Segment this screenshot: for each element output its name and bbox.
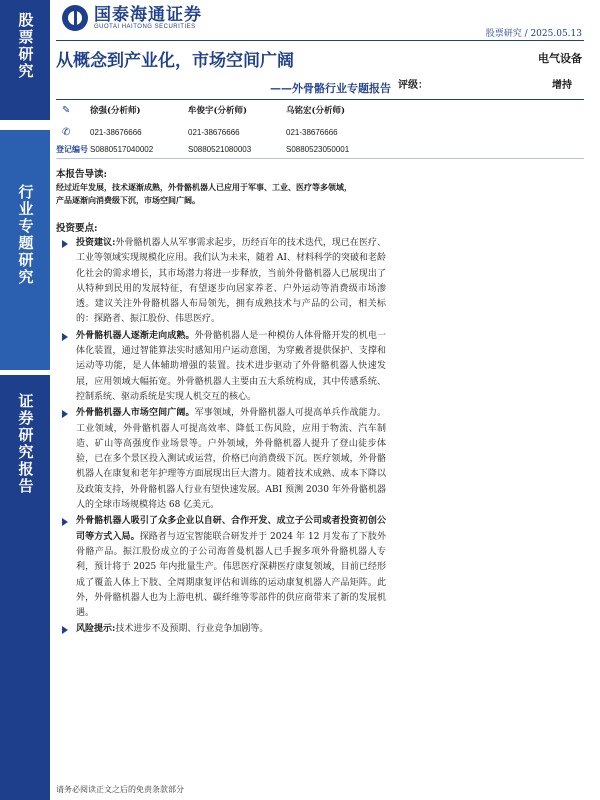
analyst-code: S0880523050001 [286, 145, 350, 154]
analyst-code: S0880517040002 [90, 145, 154, 154]
analyst-column [188, 104, 251, 156]
bullet-triangle-icon [62, 518, 68, 526]
rating-value: 增持 [552, 80, 572, 91]
analyst-column [286, 104, 349, 156]
analyst-code: S0880521080003 [188, 145, 252, 154]
phone-icon: ✆ [62, 127, 71, 138]
list-item [62, 406, 386, 513]
logo-name-cn: 国泰海通证券 [94, 5, 202, 25]
list-item [62, 329, 386, 405]
analyst-table [56, 104, 582, 156]
logo-name-en: GUOTAI HAITONG SECURITIES [94, 24, 196, 30]
disclaimer-footer: 请务必阅读正文之后的免责条款部分 [56, 785, 184, 794]
bullet-triangle-icon [62, 240, 68, 248]
point-text: 外骨骼机器人是一种模仿人体骨骼开发的机电一体化装置，通过智能算法实时感知用户运动意图，为穿戴者提供保护、支撑和运动等功能，是人体辅助增强的装置。技术进步驱动了外骨骼机器人快速发展，应用领域大幅拓宽。外骨骼机器人主要由五大系统构成，其中传感系统、控制系统、驱动系统是实现人机交互的核心。 [76, 330, 386, 402]
rating-label: 评级： [398, 80, 428, 91]
point-lead: 外骨骼机器人吸引了众多企业以自研、合作开发、成立子公司或者投资初创公司等方式入局。 [76, 516, 386, 542]
registration-label: 登记编号 [56, 144, 88, 154]
points-heading: 投资要点: [56, 223, 98, 234]
report-date-meta: 股票研究 / 2025.05.13 [485, 29, 582, 39]
sidebar [0, 0, 50, 800]
point-lead: 外骨骼机器人逐渐走向成熟。 [76, 330, 195, 341]
sidebar-industry-research: 行业专题研究 [0, 130, 50, 370]
point-text: 技术进步不及预期、行业竞争加剧等。 [115, 624, 269, 635]
sidebar-stock-research: 股票研究 [0, 0, 50, 120]
point-text: 探路者与迈宝智能联合研发并于 2024 年 12 月发布了下肢外骨骼产品。振江股份成立的子公司海普曼机器人已手握多项外骨骼机器人专利，预计将于 2025 年内批量生产。伟思医疗深耕医疗康复领域，目前已经形成了覆盖人体上下肢、全周期康复评估和训练的运动康复机器人产品矩阵。此外，外骨骼机器人也为上游电机、碳纤维等零部件的供应商带来了新的发展机遇。 [76, 531, 386, 619]
report-title: 从概念到产业化，市场空间广阔 [56, 51, 294, 71]
guide-heading: 本报告导读: [56, 169, 108, 180]
list-item [62, 514, 386, 621]
guide-body: 经过近年发展，技术逐渐成熟，外骨骼机器人已应用于军事、工业、医疗等多领域，产品逐渐向消费级下沉，市场空间广阔。 [56, 182, 352, 205]
report-subtitle: ——外骨骼行业专题报告 [270, 82, 391, 95]
analyst-divider [56, 158, 584, 159]
list-item [62, 236, 386, 328]
logo-mark-icon [62, 5, 88, 31]
sidebar-securities-report: 证券研究报告 [0, 375, 50, 800]
analyst-column [90, 104, 153, 156]
point-text: 军事领域，外骨骼机器人可提高单兵作战能力。工业领域，外骨骼机器人可提高效率、降低工伤风险，应用于物流、汽车制造、矿山等高强度作业场景等。户外领域，外骨骼机器人提升了登山徒步体验，已在多个景区投入测试或运营，价格已向消费级下沉。医疗领域，外骨骼机器人在康复和老年护理等方面展现出巨大潜力。随着技术成熟、成本下降以及政策支持，外骨骼机器人行业有望快速发展。ABI 预测 2030 年外骨骼机器人的全球市场规模将达 68 亿美元。 [76, 408, 386, 511]
analyst-name: 徐强(分析师) [90, 106, 141, 116]
subtitle-divider [56, 99, 584, 100]
bullet-triangle-icon [62, 626, 68, 634]
analyst-phone: 021-38676666 [188, 128, 240, 137]
bullet-triangle-icon [62, 333, 68, 341]
pen-icon: ✎ [62, 105, 71, 116]
analyst-name: 牟俊宇(分析师) [188, 106, 248, 116]
point-text: 外骨骼机器人从军事需求起步，历经百年的技术迭代，现已在医疗、工业等领域实现规模化应用。我们认为未来，随着 AI、材料科学的突破和老龄化社会的需求增长，其市场潜力将进一步释放，当前外骨骼机器人已展现出了从特种到民用的发展特征，有望逐步向居家养老、户外运动等消费级市场渗透。建议关注外骨骼机器人布局领先，拥有成熟技术与产品的公司，相关标的：探路者、振江股份、伟思医疗。 [76, 238, 386, 325]
investment-points-list [62, 236, 386, 639]
list-item [62, 622, 386, 637]
industry-label: 电气设备 [538, 52, 582, 65]
analyst-name: 乌铭宏(分析师) [286, 106, 346, 116]
company-logo [62, 5, 202, 31]
point-lead: 风险提示: [76, 624, 116, 635]
point-lead: 外骨骼机器人市场空间广阔。 [76, 408, 195, 419]
header-divider [56, 40, 584, 41]
point-lead: 投资建议: [76, 238, 116, 248]
analyst-phone: 021-38676666 [90, 128, 142, 137]
bullet-triangle-icon [62, 410, 68, 418]
analyst-phone: 021-38676666 [286, 128, 338, 137]
